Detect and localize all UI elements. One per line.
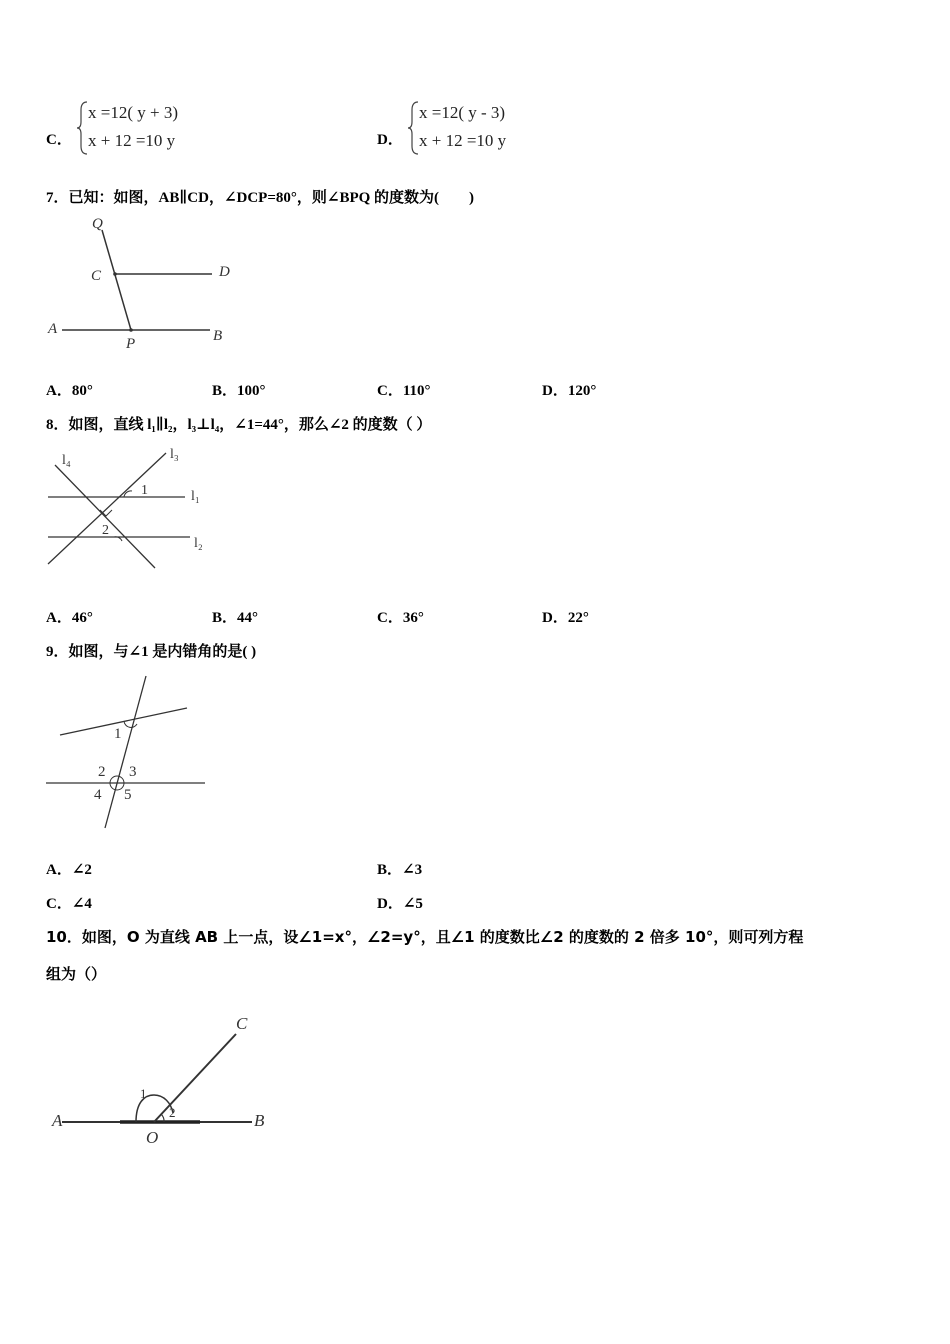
q10-label-o: O: [146, 1128, 159, 1147]
q8-stem: 8．如图，直线 l₁∥l₂，l₃⊥l₄，∠1=44°，那么∠2 的度数（ ）: [46, 417, 432, 433]
q10-stem-line2: 组为（）: [46, 965, 107, 983]
q7-option-d: D．120°: [542, 383, 597, 399]
q7-label-d: D: [219, 264, 230, 280]
q8-label-l1: l₁: [191, 489, 200, 504]
q7-label-c: C: [91, 268, 102, 284]
q7-label-p: P: [126, 336, 136, 352]
q7-figure: [40, 210, 250, 360]
q8-label-1: 1: [141, 483, 148, 498]
q10-label-b: B: [254, 1111, 265, 1130]
q10-label-a: A: [52, 1111, 63, 1130]
q7-label-b: B: [213, 328, 223, 344]
q7-option-c: C．110°: [377, 383, 431, 399]
q10-stem-line1: 10．如图，O 为直线 AB 上一点，设∠1=x°，∠2=y°，且∠1 的度数比∠2 的度数的 2 倍多 10°，则可列方程: [46, 928, 804, 946]
q8-label-2: 2: [102, 523, 109, 538]
q6-option-c-eq1: x =12( y + 3): [88, 103, 178, 122]
q9-label-4: 4: [94, 787, 102, 803]
q8-label-l3: l₃: [170, 447, 179, 462]
q7-label-a: A: [48, 321, 58, 337]
q9-figure: [40, 668, 220, 833]
q8-label-l2: l₂: [194, 536, 203, 551]
q9-stem: 9．如图，与∠1 是内错角的是( ): [46, 644, 257, 660]
q9-label-2: 2: [98, 764, 106, 780]
q8-figure: [40, 440, 220, 580]
q7-option-b: B．100°: [212, 383, 266, 399]
q9-option-c: C．∠4: [46, 896, 92, 912]
q10-figure: [40, 1005, 280, 1150]
q7-option-a: A．80°: [46, 383, 93, 399]
q9-option-d: D．∠5: [377, 896, 423, 912]
q10-label-c: C: [236, 1014, 248, 1033]
q6-option-c-eq2: x + 12 =10 y: [88, 131, 176, 150]
q6-option-c-letter: C．: [46, 132, 72, 148]
q8-option-d: D．22°: [542, 610, 589, 626]
q9-option-a: A．∠2: [46, 862, 92, 878]
q9-label-5: 5: [124, 787, 132, 803]
q8-option-b: B．44°: [212, 610, 259, 626]
q9-label-1: 1: [114, 726, 122, 742]
q8-label-l4: l₄: [62, 453, 71, 468]
q8-option-a: A．46°: [46, 610, 93, 626]
q8-option-c: C．36°: [377, 610, 424, 626]
q10-label-2: 2: [169, 1105, 176, 1120]
q6-option-d-eq1: x =12( y - 3): [419, 103, 506, 122]
q9-option-b: B．∠3: [377, 862, 423, 878]
q7-stem: 7．已知：如图，AB∥CD，∠DCP=80°，则∠BPQ 的度数为( ): [46, 190, 475, 206]
q6-option-d-eq2: x + 12 =10 y: [419, 131, 507, 150]
q10-label-1: 1: [140, 1086, 147, 1101]
q7-label-q: Q: [92, 216, 103, 232]
q6-option-d-letter: D．: [377, 132, 403, 148]
q9-label-3: 3: [129, 764, 137, 780]
